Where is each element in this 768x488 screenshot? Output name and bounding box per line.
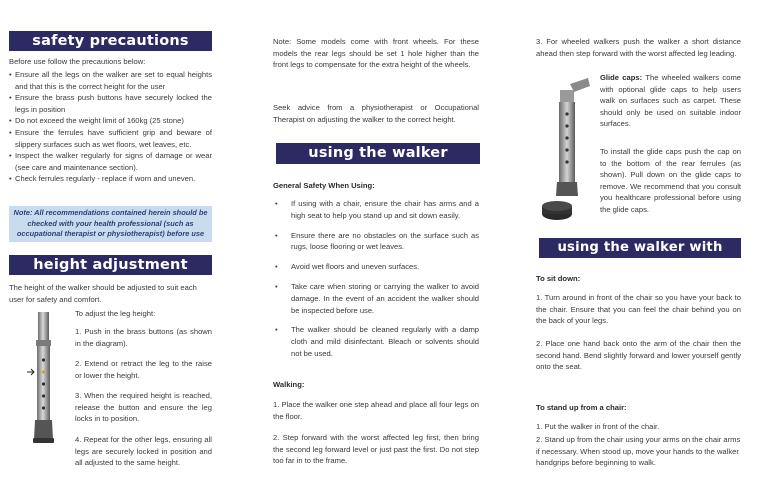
stand-step-1: 1. Put the walker in front of the chair. bbox=[536, 422, 660, 431]
height-lead: To adjust the leg height: bbox=[75, 309, 156, 318]
list-item: • Avoid wet floors and uneven surfaces. bbox=[273, 261, 479, 273]
general-safety-heading: General Safety When Using: bbox=[273, 181, 375, 190]
sit-down-heading: To sit down: bbox=[536, 274, 581, 283]
walker-leg-icon bbox=[25, 312, 65, 446]
wheeled-walker-step: 3. For wheeled walkers push the walker a short distance ahead then step forward with the worst affected leg leading. bbox=[536, 37, 741, 58]
list-item: • Inspect the walker regularly for signs of damage or wear (see care and maintenance section). bbox=[9, 150, 212, 173]
height-step-3: 3. When the required height is reached, release the button and ensure the leg locks in to position. bbox=[75, 391, 212, 424]
list-item: • Ensure there are no obstacles on the surface such as rugs, loose flooring or wet leaves. bbox=[273, 230, 479, 254]
using-walker-banner: using the walker bbox=[276, 143, 480, 164]
height-step-2: 2. Extend or retract the leg to the raise or lower the height. bbox=[75, 359, 212, 380]
sit-step-1: 1. Turn around in front of the chair so you have your back to the chair. Ensure that you can feel the chair behind you on the back of your legs. bbox=[536, 293, 741, 326]
list-item: • Ensure all the legs on the walker are set to equal heights and that this is the correct height for the user bbox=[9, 69, 212, 92]
height-step-4: 4. Repeat for the other legs, ensuring all legs are securely locked in position and all adjusted to the same height. bbox=[75, 435, 212, 468]
walking-step-1: 1. Place the walker one step ahead and place all four legs on the floor. bbox=[273, 400, 479, 421]
list-item: • The walker should be cleaned regularly with a damp cloth and mild disinfectant. Bleach or solvents should not be used. bbox=[273, 324, 479, 359]
advice-text: Seek advice from a physiotherapist or Occupational Therapist on adjusting the walker to the correct height. bbox=[273, 103, 479, 124]
glide-install-text: To install the glide caps push the cap on to the bottom of the rear ferrules (as shown). Pull down on the glide caps to remove. We recommend that you consult you healthcare professional before using the glide caps. bbox=[600, 147, 741, 214]
glide-caps-body: The wheeled walkers come with optional glide caps to help users walk on surfaces such as carpet. These should only be used on suitable indoor surfaces. bbox=[600, 73, 741, 129]
list-item: • If using with a chair, ensure the chair has arms and a high seat to help you stand up and sit down easily. bbox=[273, 198, 479, 222]
front-wheels-note: Note: Some models come with front wheels. For these models the rear legs should be set 1 hole higher than the front legs to compensate for the extra height of the wheels. bbox=[273, 37, 479, 70]
glide-caps-text bbox=[600, 72, 741, 130]
walking-step-2: 2. Step forward with the worst affected leg first, then bring the second leg forward level or just past the first. Do not step too far in to the frame. bbox=[273, 433, 479, 466]
height-step-1: 1. Push in the brass buttons (as shown in the diagram). bbox=[75, 327, 212, 348]
recommendation-note: Note: All recommendations contained herein should be checked with your health professional (such as occupational therapist or physiotherapist) before use bbox=[9, 206, 212, 242]
height-intro: The height of the walker should be adjusted to suit each user for safety and comfort. bbox=[9, 283, 197, 304]
height-adjustment-banner: height adjustment bbox=[9, 255, 212, 275]
general-safety-list bbox=[273, 198, 479, 368]
stand-up-heading: To stand up from a chair: bbox=[536, 403, 627, 412]
safety-intro: Before use follow the precautions below: bbox=[9, 57, 146, 66]
list-item: • Check ferrules regularly - replace if worn and uneven. bbox=[9, 173, 212, 185]
walker-with-chairs-banner: using the walker with chairs bbox=[539, 238, 741, 258]
list-item: • Take care when storing or carrying the walker to avoid damage. In the event of an accident the walker should be inspected before use. bbox=[273, 281, 479, 316]
list-item: • Do not exceed the weight limit of 160kg (25 stone) bbox=[9, 115, 212, 127]
glide-caps-label: Glide caps: bbox=[600, 73, 643, 82]
glide-cap-icon bbox=[538, 78, 600, 228]
list-item: • Ensure the brass push buttons have securely locked the legs in position bbox=[9, 92, 212, 115]
safety-list bbox=[9, 69, 212, 185]
sit-step-2: 2. Place one hand back onto the arm of the chair then the second hand. Bend slightly forward and lower yourself gently onto the seat. bbox=[536, 339, 741, 372]
safety-precautions-banner: safety precautions bbox=[9, 31, 212, 51]
list-item: • Ensure the ferrules have sufficient grip and beware of slippery surfaces such as wet floors, wet leaves, etc. bbox=[9, 127, 212, 150]
walking-heading: Walking: bbox=[273, 380, 305, 389]
stand-step-2: 2. Stand up from the chair using your arms on the chair arms if necessary. When stood up, move your hands to the walker handgrips before beginning to walk. bbox=[536, 435, 741, 468]
